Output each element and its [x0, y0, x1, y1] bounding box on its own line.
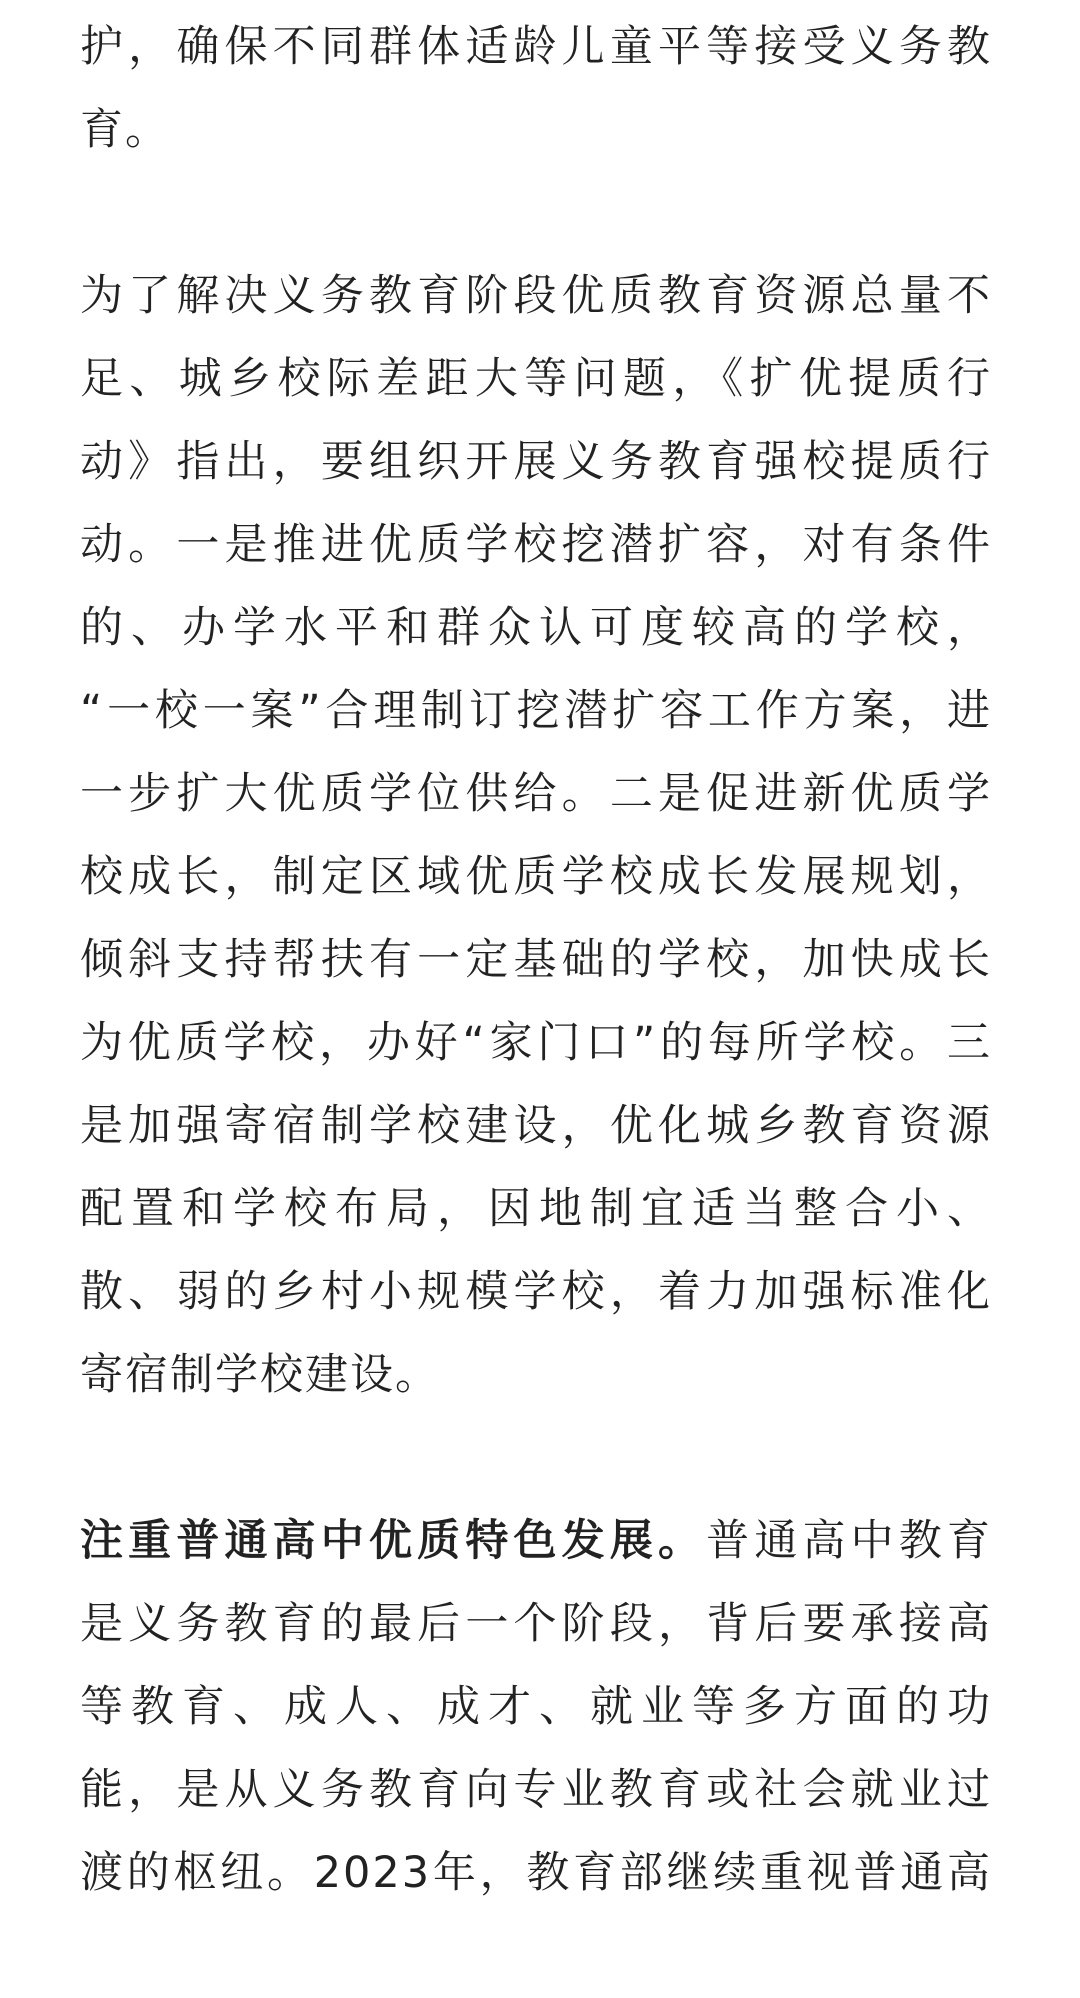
lead-rest: 普通高中教育: [706, 1516, 993, 1566]
text-line: 寄宿制学校建设。: [80, 1350, 440, 1400]
paragraph-2: [80, 255, 992, 1417]
text-line: 足、城乡校际差距大等问题，《扩优提质行: [80, 354, 992, 404]
bold-lead-sentence: 注重普通高中优质特色发展。: [80, 1516, 707, 1566]
text-line: 护，确保不同群体适龄儿童平等接受义务教: [80, 22, 992, 72]
text-line: 为了解决义务教育阶段优质教育资源总量不: [80, 271, 992, 321]
text-line: 是加强寄宿制学校建设，优化城乡教育资源: [80, 1101, 992, 1151]
text-line: 配置和学校布局，因地制宜适当整合小、: [80, 1184, 992, 1234]
text-line: 一步扩大优质学位供给。二是促进新优质学: [80, 769, 992, 819]
text-line: 等教育、成人、成才、就业等多方面的功: [80, 1682, 992, 1732]
text-line: 的、办学水平和群众认可度较高的学校，: [80, 603, 992, 653]
text-line: 动》指出，要组织开展义务教育强校提质行: [80, 437, 992, 487]
text-line: 散、弱的乡村小规模学校，着力加强标准化: [80, 1267, 992, 1317]
article-body: [80, 6, 992, 1998]
text-line: “一校一案”合理制订挖潜扩容工作方案，进: [80, 686, 992, 736]
text-line: 为优质学校，办好“家门口”的每所学校。三: [80, 1018, 992, 1068]
text-line: 渡的枢纽。2023年，教育部继续重视普通高: [80, 1848, 992, 1898]
text-line: 能，是从义务教育向专业教育或社会就业过: [80, 1765, 992, 1815]
paragraph-3: [80, 1500, 992, 1915]
paragraph-1: [80, 6, 992, 172]
text-line: 育。: [80, 105, 170, 155]
text-line: 校成长，制定区域优质学校成长发展规划，: [80, 852, 992, 902]
text-line: 倾斜支持帮扶有一定基础的学校，加快成长: [80, 935, 992, 985]
text-line: 动。一是推进优质学校挖潜扩容，对有条件: [80, 520, 992, 570]
text-line: 是义务教育的最后一个阶段，背后要承接高: [80, 1599, 992, 1649]
text-line: [80, 1500, 992, 1583]
